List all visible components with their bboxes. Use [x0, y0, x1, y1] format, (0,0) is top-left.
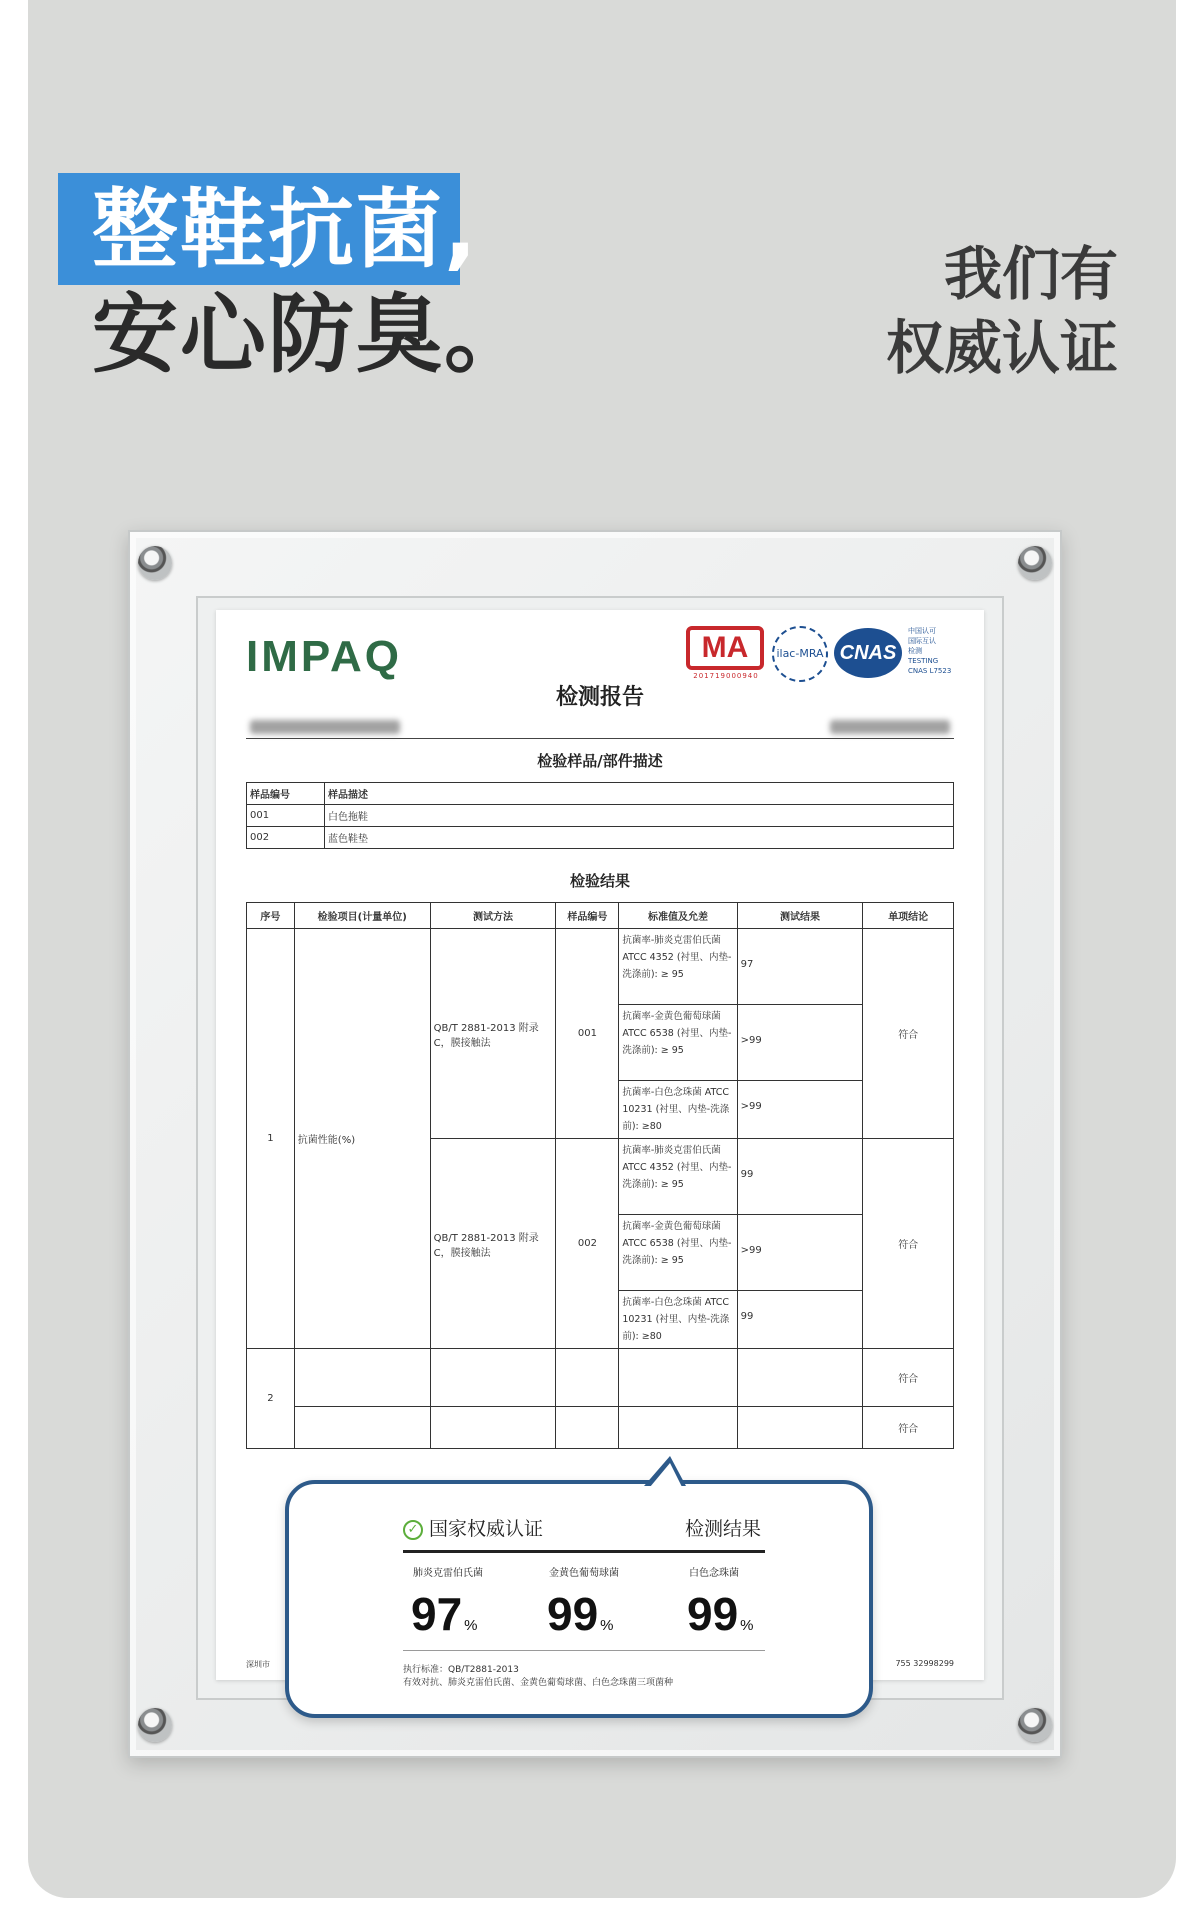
check-circle-icon: ✓ — [403, 1520, 423, 1540]
result-cell: 99 — [737, 1291, 863, 1349]
headline-line-2: 安心防臭。 — [92, 285, 532, 385]
screw-icon — [138, 546, 172, 580]
ilac-logo-icon: ilac-MRA — [772, 626, 828, 682]
item-name: 抗菌性能(%) — [294, 929, 430, 1349]
table-header: 样品描述 — [325, 783, 954, 805]
standard-cell: 抗菌率-金黄色葡萄球菌 ATCC 6538 (衬里、内垫-洗涤前): ≥ 95 — [619, 1215, 737, 1291]
table-header-row — [247, 783, 954, 805]
test-method: QB/T 2881-2013 附录 C，膜接触法 — [430, 1139, 556, 1349]
table-header: 测试方法 — [430, 903, 556, 929]
table-row — [247, 929, 954, 1005]
rate-value: 97 % — [411, 1588, 478, 1640]
table-row — [247, 827, 954, 849]
bacteria-label: 金黄色葡萄球菌 — [549, 1568, 619, 1579]
sample-number: 001 — [556, 929, 619, 1139]
headline-line-1: 整鞋抗菌, — [92, 180, 479, 280]
report-title: 检测报告 — [555, 685, 644, 710]
conclusion-cell: 符合 — [863, 1349, 954, 1407]
result-cell: 97 — [737, 929, 863, 1005]
standard-cell: 抗菌率-白色念珠菌 ATCC 10231 (衬里、内垫-洗涤前): ≥80 — [619, 1291, 737, 1349]
table-row — [247, 805, 954, 827]
callout-divider — [403, 1550, 765, 1553]
result-cell: >99 — [737, 1081, 863, 1139]
screw-icon — [138, 1708, 172, 1742]
standard-cell: 抗菌率-白色念珠菌 ATCC 10231 (衬里、内垫-洗涤前): ≥80 — [619, 1081, 737, 1139]
table-cell: 白色拖鞋 — [325, 805, 954, 827]
table-header: 序号 — [247, 903, 295, 929]
cma-number: 201719000940 — [693, 672, 759, 680]
callout-title: 国家权威认证 — [429, 1518, 544, 1540]
table-row — [247, 1407, 954, 1449]
rate-value: 99 % — [687, 1588, 754, 1640]
cnas-logo-icon: CNAS — [834, 628, 902, 678]
table-header: 测试结果 — [737, 903, 863, 929]
standard-cell: 抗菌率-金黄色葡萄球菌 ATCC 6538 (衬里、内垫-洗涤前): ≥ 95 — [619, 1005, 737, 1081]
sample-section-title: 检验样品/部件描述 — [537, 752, 663, 770]
table-header: 样品编号 — [556, 903, 619, 929]
table-row — [247, 1349, 954, 1407]
bacteria-label: 肺炎克雷伯氏菌 — [413, 1568, 483, 1579]
result-cell: >99 — [737, 1005, 863, 1081]
result-section-title: 检验结果 — [569, 872, 630, 890]
sample-number: 002 — [556, 1139, 619, 1349]
table-header: 标准值及允差 — [619, 903, 737, 929]
item-number: 2 — [247, 1349, 295, 1449]
rate-value: 99 % — [547, 1588, 614, 1640]
item-number: 1 — [247, 929, 295, 1349]
result-table — [246, 902, 954, 1449]
tagline-line-2: 权威认证 — [885, 314, 1118, 382]
screw-icon — [1018, 1708, 1052, 1742]
conclusion-cell: 符合 — [863, 1407, 954, 1449]
standard-cell: 抗菌率-肺炎克雷伯氏菌 ATCC 4352 (衬里、内垫-洗涤前): ≥ 95 — [619, 929, 737, 1005]
conclusion-cell: 符合 — [863, 1139, 954, 1349]
result-cell: 99 — [737, 1139, 863, 1215]
report-date-blurred — [830, 720, 950, 734]
sample-table — [246, 782, 954, 849]
table-header: 检验项目(计量单位) — [294, 903, 430, 929]
result-cell: >99 — [737, 1215, 863, 1291]
result-callout — [285, 1480, 873, 1718]
callout-result-label: 检测结果 — [684, 1518, 761, 1540]
test-method: QB/T 2881-2013 附录 C，膜接触法 — [430, 929, 556, 1139]
callout-divider-thin — [403, 1650, 765, 1651]
callout-standard: 执行标准：QB/T2881-2013 有效对抗、肺炎克雷伯氏菌、金黄色葡萄球菌、白色念珠菌三项菌种 — [403, 1665, 674, 1688]
footer-left: 深圳市 — [246, 1660, 270, 1669]
standard-cell: 抗菌率-肺炎克雷伯氏菌 ATCC 4352 (衬里、内垫-洗涤前): ≥ 95 — [619, 1139, 737, 1215]
header-rule — [246, 738, 954, 739]
cnas-caption: 中国认可 国际互认 检测 TESTING CNAS L7523 — [908, 627, 952, 675]
table-cell: 002 — [247, 827, 325, 849]
bacteria-label: 白色念珠菌 — [689, 1568, 739, 1579]
table-header-row — [247, 903, 954, 929]
report-number-blurred — [250, 720, 400, 734]
footer-right: 755 32998299 — [895, 1659, 954, 1668]
table-cell: 蓝色鞋垫 — [325, 827, 954, 849]
callout-pointer — [644, 1456, 686, 1486]
table-header: 单项结论 — [863, 903, 954, 929]
conclusion-cell: 符合 — [863, 929, 954, 1139]
cma-logo-icon: MA — [686, 626, 764, 670]
brand-logo: IMPAQ — [246, 632, 402, 681]
table-cell: 001 — [247, 805, 325, 827]
screw-icon — [1018, 546, 1052, 580]
tagline-line-1: 我们有 — [943, 240, 1118, 308]
table-header: 样品编号 — [247, 783, 325, 805]
